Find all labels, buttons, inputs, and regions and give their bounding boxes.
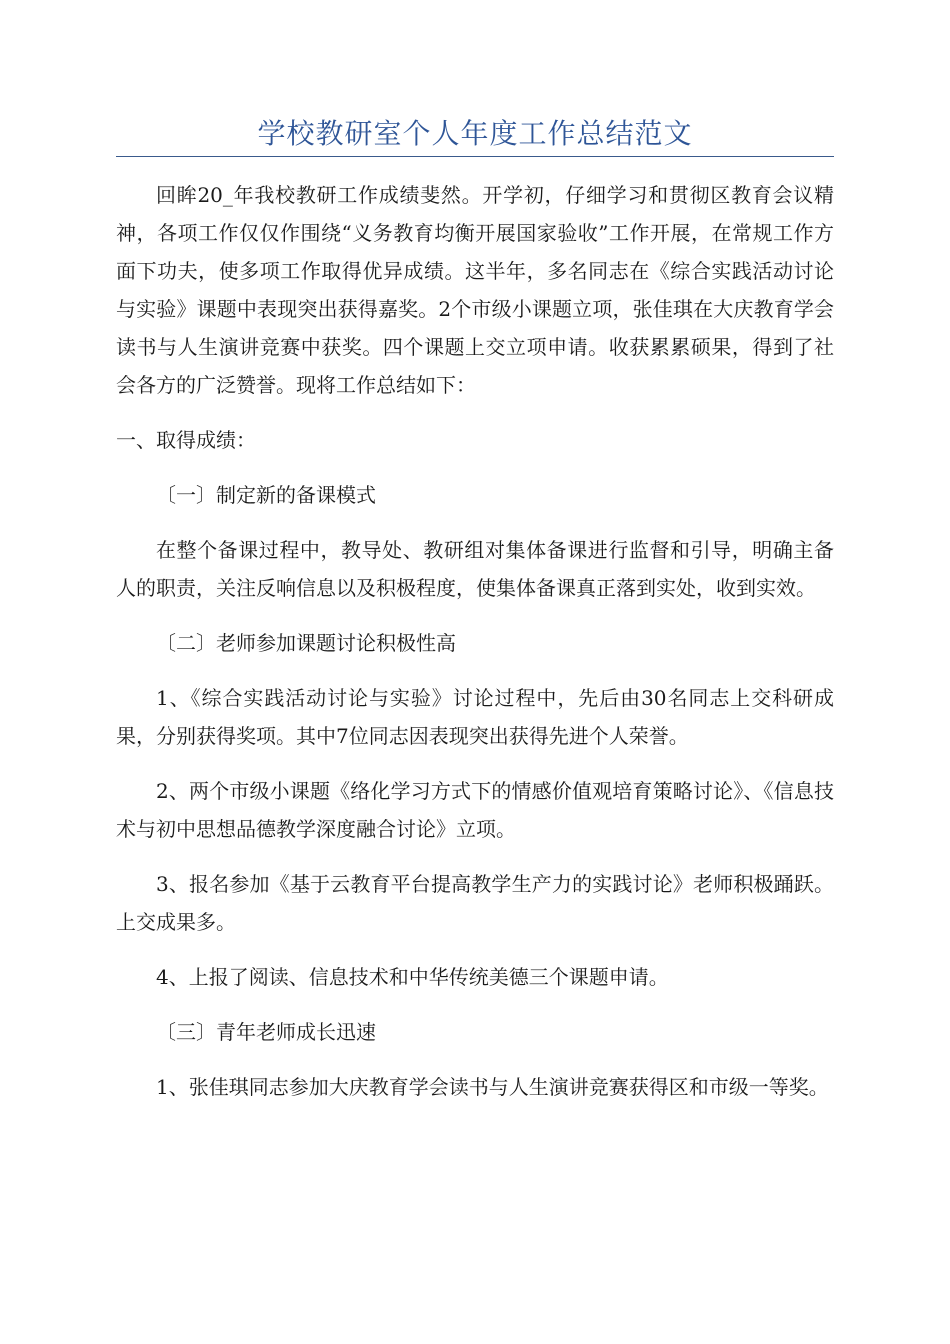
paragraph-lesson-prep: 在整个备课过程中，教导处、教研组对集体备课进行监督和引导，明确主备人的职责，关注反响信息以及积极程度，使集体备课真正落到实处，收到实效。 <box>116 538 834 600</box>
list-item-2: 2、两个市级小课题《络化学习方式下的情感价值观培育策略讨论》、《信息技术与初中思想品德教学深度融合讨论》立项。 <box>116 779 834 841</box>
list-item-3: 3、报名参加《基于云教育平台提高教学生产力的实践讨论》老师积极踊跃。上交成果多。 <box>116 872 834 934</box>
document-body <box>116 176 834 1123</box>
subsection-heading-1: 〔一〕制定新的备课模式 <box>156 483 376 507</box>
intro-paragraph: 回眸20_年我校教研工作成绩斐然。开学初，仔细学习和贯彻区教育会议精神，各项工作仅仅作围绕“义务教育均衡开展国家验收”工作开展，在常规工作方面下功夫，使多项工作取得优异成绩。这半年，多名同志在《综合实践活动讨论与实验》课题中表现突出获得嘉奖。2个市级小课题立项，张佳琪在大庆教育学会读书与人生演讲竞赛中获奖。四个课题上交立项申请。收获累累硕果，得到了社会各方的广泛赞誉。现将工作总结如下： <box>116 183 834 397</box>
page-title: 学校教研室个人年度工作总结范文 <box>257 117 693 150</box>
list-item-4: 4、上报了阅读、信息技术和中华传统美德三个课题申请。 <box>156 965 669 989</box>
subsection-heading-3: 〔三〕青年老师成长迅速 <box>156 1020 376 1044</box>
list-item-youth-1: 1、张佳琪同志参加大庆教育学会读书与人生演讲竞赛获得区和市级一等奖。 <box>156 1075 829 1099</box>
section-heading-achievements: 一、取得成绩： <box>116 428 256 452</box>
list-item-1: 1、《综合实践活动讨论与实验》讨论过程中，先后由30名同志上交科研成果，分别获得奖项。其中7位同志因表现突出获得先进个人荣誉。 <box>116 686 834 748</box>
title-block <box>116 112 834 157</box>
subsection-heading-2: 〔二〕老师参加课题讨论积极性高 <box>156 631 456 655</box>
